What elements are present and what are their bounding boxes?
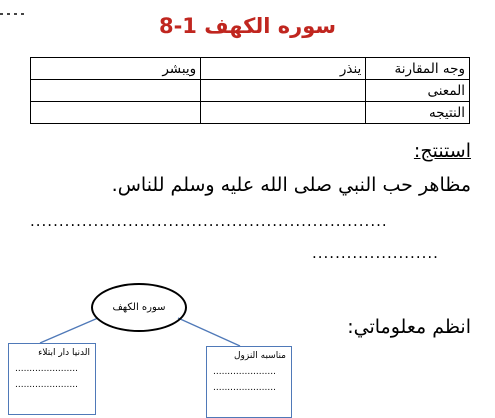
mind-map-box-right bbox=[206, 346, 292, 418]
header-gives-glad-tidings: ويبشر bbox=[31, 58, 201, 80]
page-title: سوره الكهف 1-8 bbox=[158, 14, 337, 38]
conclude-prompt: مظاهر حب النبي صلى الله عليه وسلم للناس. bbox=[111, 174, 471, 196]
box-right-answer-line[interactable]: ...................... bbox=[213, 383, 276, 393]
header-warns: ينذر bbox=[201, 58, 366, 80]
box-left-answer-line[interactable]: ...................... bbox=[15, 364, 78, 374]
row-label-meaning: المعنى bbox=[366, 80, 470, 102]
row-label-result: النتيجه bbox=[366, 102, 470, 124]
header-comparison-aspect: وجه المقارنة bbox=[366, 58, 470, 80]
box-right-title: مناسبه النزول bbox=[233, 351, 286, 361]
mind-map-center-oval bbox=[91, 283, 187, 332]
answer-line-2[interactable]: ...................... bbox=[312, 244, 439, 262]
box-right-answer-line[interactable]: ...................... bbox=[213, 367, 276, 377]
mind-map-center-label: سوره الكهف bbox=[112, 302, 166, 313]
mind-map-box-left bbox=[8, 343, 96, 415]
organize-heading: انظم معلوماتي: bbox=[347, 316, 471, 338]
box-left-title: الدنيا دار ابتلاء bbox=[38, 348, 90, 358]
conclude-heading: استنتج: bbox=[413, 140, 471, 162]
connector-left bbox=[40, 318, 98, 343]
box-left-answer-line[interactable]: ...................... bbox=[15, 380, 78, 390]
connector-right bbox=[178, 318, 240, 346]
answer-line-1[interactable]: .............................................................. bbox=[30, 212, 388, 230]
